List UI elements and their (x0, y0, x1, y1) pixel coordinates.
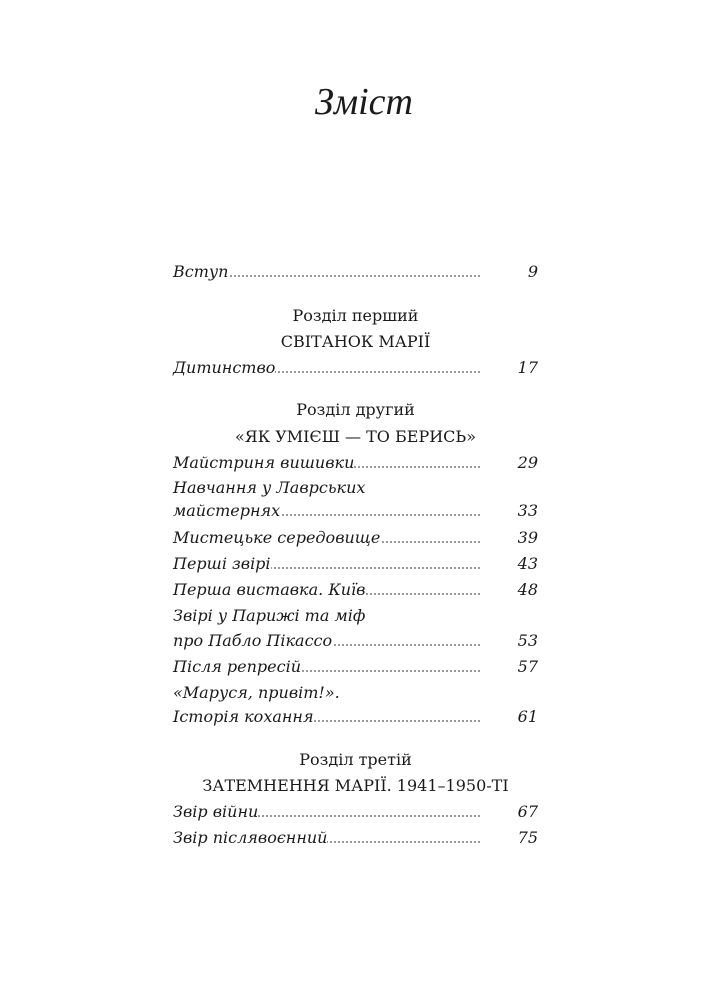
toc-entry-beasts[interactable] (173, 552, 538, 576)
entry-title: Вступ (173, 262, 229, 281)
entry-title-line1: «Маруся, привіт!». (173, 683, 340, 702)
part-title: СВІТАНОК МАРІЇ (280, 332, 431, 351)
page-number: 9 (527, 262, 538, 281)
part-label: Розділ другий (296, 400, 415, 419)
part-label: Розділ третій (299, 750, 412, 769)
toc-entry-postwar[interactable] (173, 826, 538, 850)
entry-title: Майстриня вишивки (173, 453, 355, 472)
entry-title: Історія кохання (173, 707, 314, 726)
entry-title-line1: Звірі у Парижі та міф (173, 606, 366, 625)
toc-entry-lavra[interactable] (173, 499, 538, 523)
toc-entry-milieu[interactable] (173, 526, 538, 550)
page-number: 43 (517, 554, 538, 573)
page-number: 61 (517, 707, 538, 726)
toc-entry-repressions[interactable] (173, 655, 538, 679)
entry-title: майстернях (173, 501, 281, 520)
page-number: 29 (517, 453, 538, 472)
page-number: 17 (517, 358, 538, 377)
part-title: «ЯК УМІЄШ — ТО БЕРИСЬ» (235, 427, 476, 446)
page-number: 57 (517, 657, 538, 676)
part-label: Розділ перший (292, 306, 419, 325)
toc-entry-childhood[interactable] (173, 356, 538, 380)
toc-entry-war[interactable] (173, 800, 538, 824)
page-number: 53 (517, 631, 538, 650)
part-title: ЗАТЕМНЕННЯ МАРІЇ. 1941–1950-ТІ (202, 776, 509, 795)
page-number: 48 (517, 580, 538, 599)
entry-title: Звір війни (173, 802, 259, 821)
toc-entry-intro[interactable] (173, 260, 538, 284)
entry-title: Звір післявоєнний (173, 828, 328, 847)
toc-entry-embroidery[interactable] (173, 451, 538, 475)
entry-title: Дитинство (173, 358, 276, 377)
page-number: 75 (517, 828, 538, 847)
page-number: 39 (517, 528, 538, 547)
entry-title: Перша виставка. Київ (173, 580, 366, 599)
toc-entry-paris[interactable] (173, 629, 538, 653)
entry-title-line1: Навчання у Лаврських (173, 478, 366, 497)
page-number: 67 (517, 802, 538, 821)
entry-title: Після репресій (173, 657, 302, 676)
toc-entry-exhibition[interactable] (173, 578, 538, 602)
toc-entry-love[interactable] (173, 705, 538, 729)
entry-title: Мистецьке середовище (173, 528, 381, 547)
entry-title: Перші звірі (173, 554, 271, 573)
page-number: 33 (517, 501, 538, 520)
entry-title: про Пабло Пікассо (173, 631, 333, 650)
page-title: Зміст (315, 81, 413, 123)
